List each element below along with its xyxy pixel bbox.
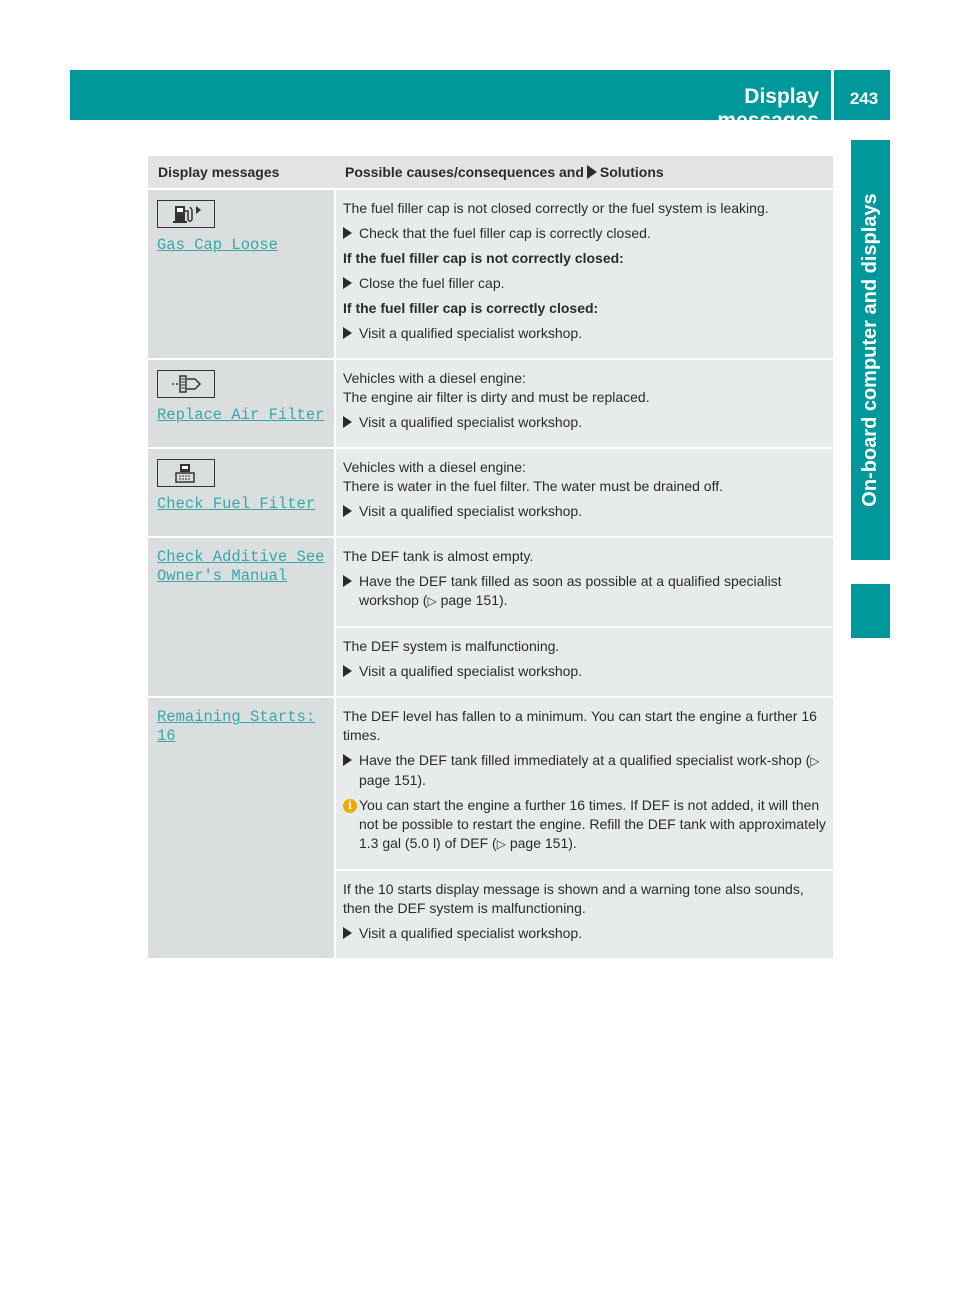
- column-header-solutions-label: Solutions: [599, 164, 664, 180]
- cause-text: The engine air filter is dirty and must be replaced.: [343, 389, 650, 405]
- solution-block: [336, 698, 833, 869]
- solution-block: [336, 190, 833, 358]
- solution-block: [336, 869, 833, 958]
- cause-text: The DEF level has fallen to a minimum. You can start the engine a further 16 times.: [343, 708, 817, 743]
- action-arrow-icon: [343, 572, 359, 611]
- action-step-text: Check that the fuel filler cap is correctly closed.: [359, 225, 651, 241]
- cause-text: Vehicles with a diesel engine:: [343, 370, 526, 386]
- message-cell: [148, 698, 336, 958]
- column-header-messages: Display messages: [158, 164, 280, 180]
- action-step-text: Have the DEF tank filled immediately at a qualified specialist work-shop (: [359, 752, 811, 768]
- solutions-cell: [336, 538, 833, 696]
- solutions-cell: [336, 698, 833, 958]
- action-arrow-icon: [343, 324, 359, 343]
- action-arrow-icon: [343, 502, 359, 521]
- cause-text: The DEF tank is almost empty.: [343, 548, 534, 564]
- action-step: [343, 751, 827, 790]
- condition-heading: If the fuel filler cap is not correctly closed:: [343, 250, 624, 266]
- solution-block: [336, 360, 833, 447]
- action-step: [343, 662, 827, 681]
- action-step: [343, 924, 827, 943]
- action-step: [343, 413, 827, 432]
- action-arrow-icon: [343, 924, 359, 943]
- display-message-text: Check Fuel Filter: [157, 495, 316, 513]
- column-header-causes: [336, 156, 833, 188]
- action-step: [343, 324, 827, 343]
- page-ref-icon: ▷: [496, 837, 506, 851]
- action-step: [343, 224, 827, 243]
- action-step: [343, 572, 827, 611]
- table-row: [148, 360, 833, 449]
- action-step-text: Visit a qualified specialist workshop.: [359, 503, 583, 519]
- action-step: [343, 274, 827, 293]
- info-note: [343, 796, 827, 854]
- message-cell: [148, 449, 336, 536]
- solutions-cell: [336, 360, 833, 447]
- message-cell: [148, 190, 336, 358]
- action-arrow-icon: [343, 751, 359, 790]
- action-arrow-icon: [343, 224, 359, 243]
- table-row: [148, 538, 833, 698]
- action-step: [343, 502, 827, 521]
- solutions-cell: [336, 449, 833, 536]
- table-row: [148, 449, 833, 538]
- cause-text: Vehicles with a diesel engine:: [343, 459, 526, 475]
- page-number: 243: [849, 89, 879, 108]
- fuel-filter-icon: [157, 459, 215, 487]
- action-step-text: Visit a qualified specialist workshop.: [359, 663, 583, 679]
- action-arrow-icon: [343, 274, 359, 293]
- header-divider: [831, 70, 834, 120]
- section-title: Display messages: [717, 85, 819, 132]
- cause-text: The DEF system is malfunctioning.: [343, 638, 560, 654]
- solutions-cell: [336, 190, 833, 358]
- display-message-text: Remaining Starts: 16: [157, 708, 316, 745]
- chapter-tab-label: On-board computer and displays: [859, 193, 881, 507]
- action-step-text: Have the DEF tank filled as soon as possible at a qualified specialist workshop (: [359, 573, 782, 608]
- table-header: [148, 156, 833, 190]
- page-reference-link[interactable]: page 151).: [509, 835, 577, 851]
- table-row: [148, 190, 833, 360]
- table-row: [148, 698, 833, 960]
- column-header-causes-label: Possible causes/consequences and: [345, 164, 584, 180]
- action-arrow-icon: [587, 165, 597, 179]
- action-step-text: Visit a qualified specialist workshop.: [359, 325, 583, 341]
- page-reference-link[interactable]: page 151).: [440, 592, 508, 608]
- fuel-pump-icon: [157, 200, 215, 228]
- action-arrow-icon: [343, 413, 359, 432]
- display-message-text: Replace Air Filter: [157, 406, 325, 424]
- display-message-text: Check Additive See Owner's Manual: [157, 548, 325, 585]
- page-ref-icon: ▷: [427, 594, 437, 608]
- action-arrow-icon: [343, 662, 359, 681]
- page-reference-link[interactable]: page 151).: [359, 772, 426, 788]
- solution-block: [336, 449, 833, 536]
- solution-block: [336, 538, 833, 626]
- action-step-text: Close the fuel filler cap.: [359, 275, 505, 291]
- solution-block: [336, 626, 833, 696]
- cause-text: The fuel filler cap is not closed correctly or the fuel system is leaking.: [343, 200, 769, 216]
- air-filter-icon: [157, 370, 215, 398]
- display-messages-table: [148, 156, 833, 960]
- info-icon: i: [343, 799, 357, 813]
- message-cell: [148, 360, 336, 447]
- cause-text: If the 10 starts display message is shown and a warning tone also sounds, then the DEF system is malfunctioning.: [343, 881, 804, 916]
- condition-heading: If the fuel filler cap is correctly closed:: [343, 300, 599, 316]
- action-step-text: Visit a qualified specialist workshop.: [359, 414, 583, 430]
- message-cell: [148, 538, 336, 696]
- page-ref-icon: ▷: [810, 754, 820, 768]
- cause-text: There is water in the fuel filter. The water must be drained off.: [343, 478, 724, 494]
- info-text: You can start the engine a further 16 times. If DEF is not added, it will then not be possible to restart the engine. Refill the DEF tank with approximately 1.3 gal (5.0 l) of DEF (: [359, 797, 826, 851]
- display-message-text: Gas Cap Loose: [157, 236, 278, 254]
- action-step-text: Visit a qualified specialist workshop.: [359, 925, 583, 941]
- chapter-marker: [851, 584, 890, 638]
